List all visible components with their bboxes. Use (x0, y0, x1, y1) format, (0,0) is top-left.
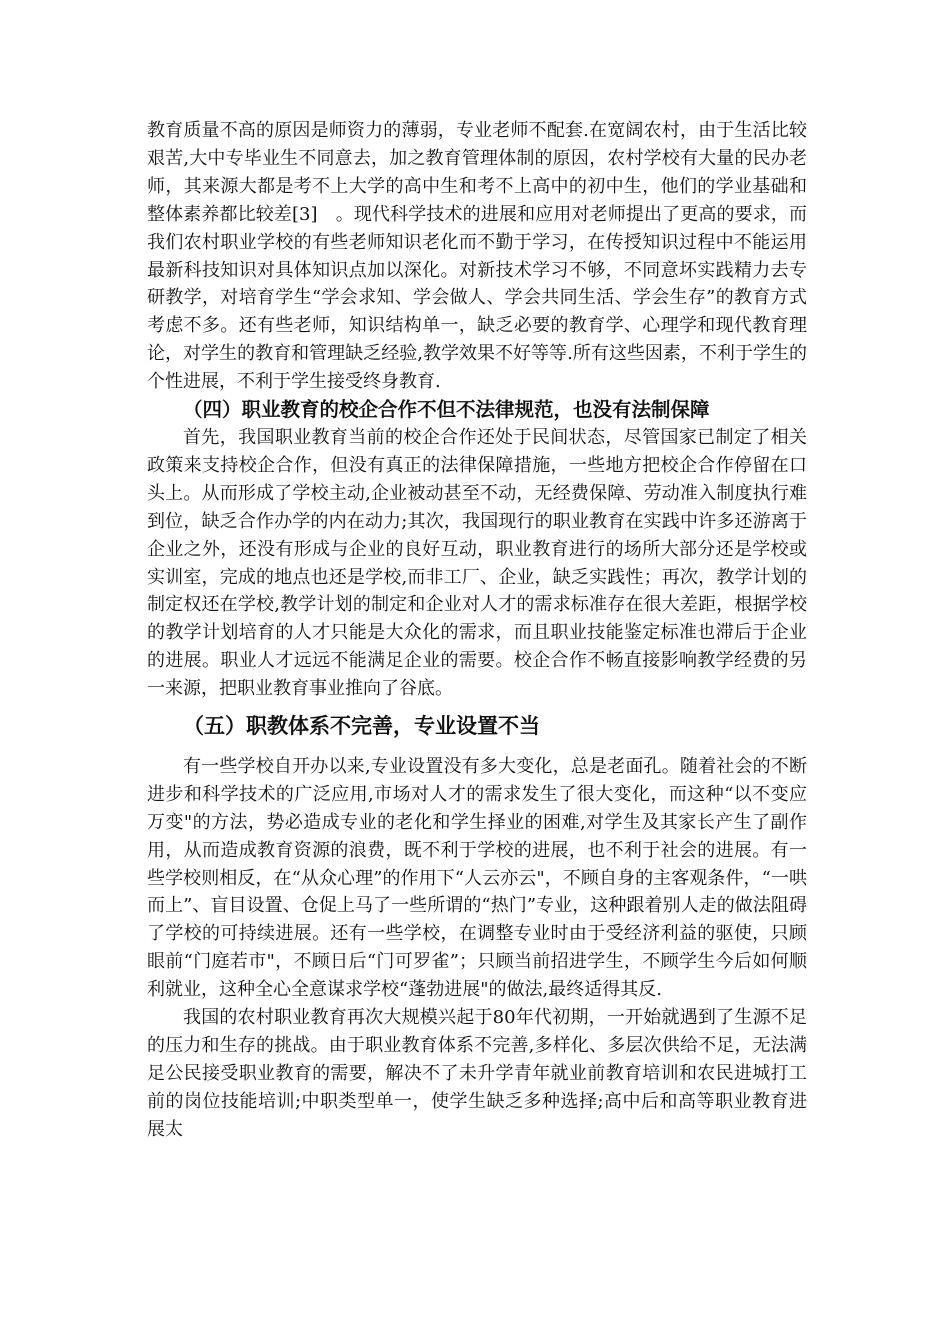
section-heading-5: （五）职教体系不完善，专业设置不当 (183, 714, 540, 739)
document-page (147, 117, 807, 1144)
body-paragraph-school-enterprise: 首先，我国职业教育当前的校企合作还处于民间状态，尽管国家已制定了相关政策来支持校企合作，但没有真正的法律保障措施，一些地方把校企合作停留在口头上。从而形成了学校主动,企业被动甚至不动，无经费保障、劳动准入制度执行难到位，缺乏合作办学的内在动力;其次，我国现行的职业教育在实践中许多还游离于企业之外，还没有形成与企业的良好互动，职业教育进行的场所大部分还是学校或实训室，完成的地点也还是学校,而非工厂、企业，缺乏实践性；再次，教学计划的制定权还在学校,教学计划的制定和企业对人才的需求标准存在很大差距，根据学校的教学计划培育的人才只能是大众化的需求，而且职业技能鉴定标准也滞后于企业的进展。职业人才远远不能满足企业的需要。校企合作不畅直接影响教学经费的另一来源，把职业教育事业推向了谷底。 (147, 426, 807, 700)
body-paragraph-teacher-quality: 教育质量不高的原因是师资力的薄弱，专业老师不配套.在宽阔农村，由于生活比较艰苦,大中专毕业生不同意去，加之教育管理体制的原因，农村学校有大量的民办老师，其来源大都是考不上大学的高中生和考不上高中的初中生，他们的学业基础和整体素养都比较差[3] 。现代科学技术的进展和应用对老师提出了更高的要求，而我们农村职业学校的有些老师知识老化而不勤于学习，在传授知识过程中不能运用最新科技知识对具体知识点加以深化。对新技术学习不够，不同意坏实践精力去专研教学，对培育学生“学会求知、学会做人、学会共同生活、学会生存”的教育方式考虑不多。还有些老师，知识结构单一，缺乏必要的教育学、心理学和现代教育理论，对学生的教育和管理缺乏经验,教学效果不好等等.所有这些因素，不利于学生的个性进展，不利于学生接受终身教育. (147, 120, 807, 393)
body-paragraph-major-setting: 有一些学校自开办以来,专业设置没有多大变化，总是老面孔。随着社会的不断进步和科学技术的广泛应用,市场对人才的需求发生了很大变化，而这种“以不变应万变"的方法，势必造成专业的老化和学生择业的困难,对学生及其家长产生了副作用，从而造成教育资源的浪费，既不利于学校的进展，也不利于社会的进展。有一些学校则相反，在“从众心理”的作用下“人云亦云"，不顾自身的主客观条件，“一哄而上”、盲目设置、仓促上马了一些所谓的“热门”专业，这种跟着别人走的做法阻碍了学校的可持续进展。还有一些学校，在调整专业时由于受经济利益的驱使，只顾眼前“门庭若市"，不顾日后“门可罗雀”；只顾当前招进学生，不顾学生今后如何顺利就业，这种全心全意谋求学校“蓬勃进展"的做法,最终适得其反. (147, 755, 807, 1001)
body-paragraph-rural-vocational: 我国的农村职业教育再次大规模兴起于80年代初期，一开始就遇到了生源不足的压力和生存的挑战。由于职业教育体系不完善,多样化、多层次供给不足，无法满足公民接受职业教育的需要，解决不了未升学青年就业前教育培训和农民进城打工前的岗位技能培训;中职类型单一，使学生缺乏多种选择;高中后和高等职业教育进展太 (147, 1007, 807, 1140)
section-heading-4: （四）职业教育的校企合作不但不法律规范，也没有法制保障 (183, 398, 710, 422)
